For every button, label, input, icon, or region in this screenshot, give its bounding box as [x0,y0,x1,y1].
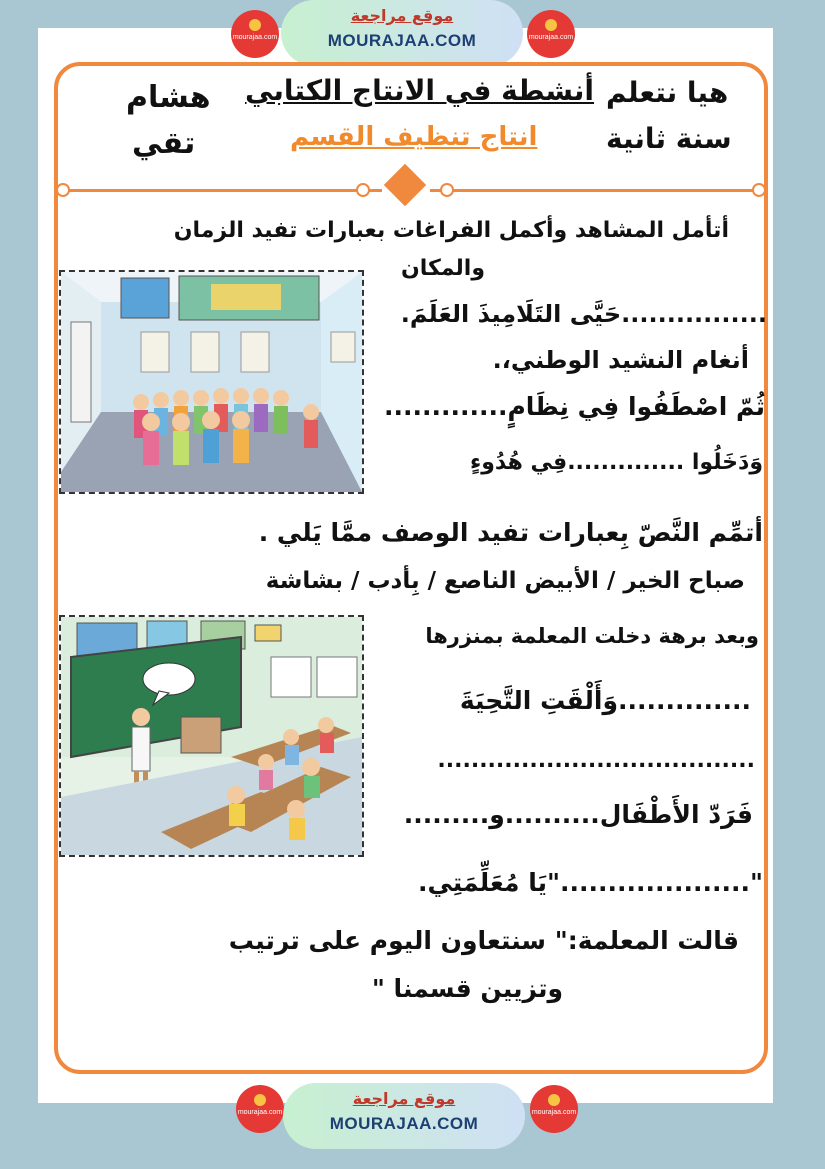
site-badge-url: MOURAJAA.COM [329,1114,479,1133]
site-badge-top[interactable] [281,0,523,66]
students-queue-illustration [59,270,364,494]
page-title: أنشطة في الانتاج الكتابي [245,74,595,107]
section1-line-3: ثُمّ اصْطَفُوا فِي نِظَامٍ............. [384,392,765,421]
section2-line-4: فَرَدّ الأَطْفَال..........و......... [403,800,753,829]
section2-line-5: "...................."يَا مُعَلِّمَتِي. [417,868,763,897]
section2-line-1: وبعد برهة دخلت المعلمة بمنزرها [425,624,759,648]
divider-ring-icon [356,183,370,197]
mourajaa-logo-icon[interactable]: mourajaa.com [530,1085,578,1133]
divider-ring-icon [56,183,70,197]
page-subtitle: انتاج تنظيف القسم [290,122,538,152]
classroom-illustration [59,615,364,857]
mourajaa-logo-icon[interactable]: mourajaa.com [527,10,575,58]
slogan: هيا نتعلم [606,76,729,109]
site-badge-arabic: موقع مراجعة [352,1089,456,1108]
section2-line-2: ..............وَأَلْقَتِ التَّحِيَةَ [459,686,751,715]
mourajaa-logo-icon[interactable]: mourajaa.com [236,1085,284,1133]
section2-instruction: أتمِّم النَّصّ بِعبارات تفيد الوصف ممَّا يَلي . [258,518,763,547]
section1-instruction: أتأمل المشاهد وأكمل الفراغات بعبارات تفيد الزمان [173,218,729,243]
divider-ring-icon [752,183,766,197]
site-badge-url: MOURAJAA.COM [327,31,477,50]
section2-line-6: قالت المعلمة:" سنتعاون اليوم على ترتيب [228,926,739,955]
author-first-name: هشام [126,80,211,115]
mourajaa-logo-icon[interactable]: mourajaa.com [231,10,279,58]
divider-ring-icon [440,183,454,197]
site-badge-bottom[interactable] [283,1083,525,1149]
site-badge-arabic: موقع مراجعة [350,6,454,25]
section2-line-3: ...................................... [437,748,755,773]
divider-left [64,189,382,192]
divider-right [430,189,760,192]
author-last-name: تقي [132,126,196,161]
section1-line-2: أنغام النشيد الوطني،. [492,346,749,374]
section1-line-1: ................حَيَّى التَلَامِيذَ العَلَمَ. [400,300,767,328]
grade-label: سنة ثانية [606,122,732,155]
section1-line-4: وَدَخَلُوا ..............فِي هُدُوءٍ [469,450,763,475]
word-bank: صباح الخير / الأبيض الناصع / بِأدب / بشاشة [265,568,745,594]
section1-instruction-cont: والمكان [400,256,485,281]
section2-line-7: وتزيين قسمنا " [371,974,563,1003]
